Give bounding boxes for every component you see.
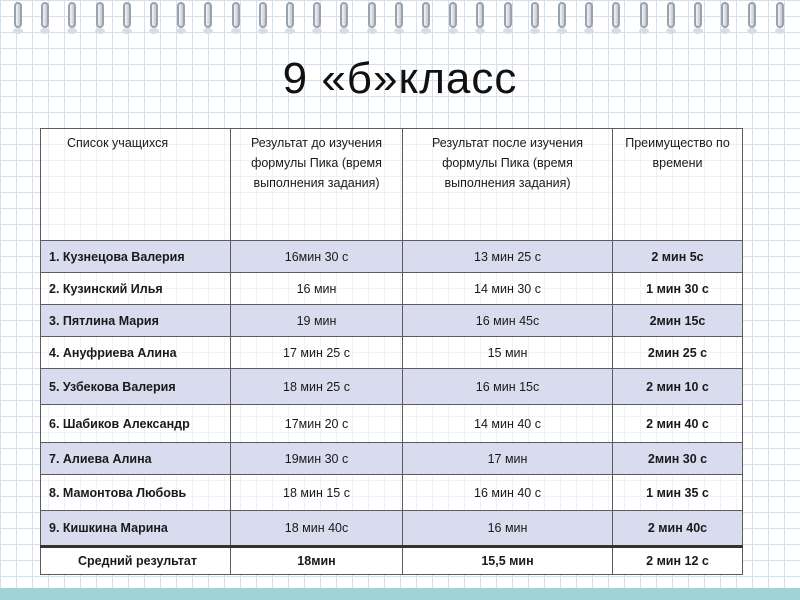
average-label: Средний результат	[41, 547, 231, 575]
time-advantage: 1 мин 35 с	[613, 475, 743, 511]
spiral-ring	[259, 2, 267, 28]
time-before: 19 мин	[231, 305, 403, 337]
spiral-ring	[340, 2, 348, 28]
spiral-ring	[721, 2, 729, 28]
spiral-ring	[640, 2, 648, 28]
spiral-ring	[204, 2, 212, 28]
time-before: 17мин 20 с	[231, 405, 403, 443]
table-row	[41, 241, 743, 273]
bottom-strip	[0, 588, 800, 600]
time-after: 16 мин 40 с	[403, 475, 613, 511]
student-name: 9. Кишкина Марина	[41, 511, 231, 547]
average-after: 15,5 мин	[403, 547, 613, 575]
table-row	[41, 305, 743, 337]
table-row	[41, 511, 743, 547]
spiral-ring	[422, 2, 430, 28]
time-advantage: 2мин 30 с	[613, 443, 743, 475]
average-row	[41, 547, 743, 575]
header-before: Результат до изучения формулы Пика (время выполнения задания)	[231, 129, 403, 241]
spiral-ring	[177, 2, 185, 28]
time-advantage: 2мин 15с	[613, 305, 743, 337]
spiral-ring	[150, 2, 158, 28]
time-before: 19мин 30 с	[231, 443, 403, 475]
spiral-ring	[476, 2, 484, 28]
header-students: Список учащихся	[41, 129, 231, 241]
spiral-ring	[232, 2, 240, 28]
table-header-row	[41, 129, 743, 241]
student-name: 4. Ануфриева Алина	[41, 337, 231, 369]
time-after: 16 мин 45с	[403, 305, 613, 337]
spiral-ring	[368, 2, 376, 28]
time-before: 18 мин 40с	[231, 511, 403, 547]
time-advantage: 1 мин 30 с	[613, 273, 743, 305]
time-advantage: 2 мин 10 с	[613, 369, 743, 405]
spiral-ring	[68, 2, 76, 28]
student-name: 2. Кузинский Илья	[41, 273, 231, 305]
student-name: 6. Шабиков Александр	[41, 405, 231, 443]
student-name: 8. Мамонтова Любовь	[41, 475, 231, 511]
time-advantage: 2мин 25 с	[613, 337, 743, 369]
spiral-ring	[776, 2, 784, 28]
time-after: 16 мин 15с	[403, 369, 613, 405]
spiral-ring	[748, 2, 756, 28]
spiral-ring	[96, 2, 104, 28]
table-row	[41, 273, 743, 305]
page-title: 9 «б»класс	[282, 54, 518, 103]
time-advantage: 2 мин 40 с	[613, 405, 743, 443]
spiral-ring	[585, 2, 593, 28]
spiral-ring	[667, 2, 675, 28]
time-after: 14 мин 30 с	[403, 273, 613, 305]
time-after: 16 мин	[403, 511, 613, 547]
time-before: 16 мин	[231, 273, 403, 305]
time-after: 13 мин 25 с	[403, 241, 613, 273]
time-advantage: 2 мин 5с	[613, 241, 743, 273]
header-after: Результат после изучения формулы Пика (время выполнения задания)	[403, 129, 613, 241]
time-advantage: 2 мин 40с	[613, 511, 743, 547]
table-row	[41, 475, 743, 511]
table-row	[41, 405, 743, 443]
table-row	[41, 369, 743, 405]
time-after: 14 мин 40 с	[403, 405, 613, 443]
time-before: 18 мин 15 с	[231, 475, 403, 511]
results-table	[40, 128, 743, 575]
student-name: 7. Алиева Алина	[41, 443, 231, 475]
spiral-ring	[449, 2, 457, 28]
spiral-ring	[558, 2, 566, 28]
time-after: 17 мин	[403, 443, 613, 475]
time-before: 18 мин 25 с	[231, 369, 403, 405]
table-row	[41, 443, 743, 475]
time-after: 15 мин	[403, 337, 613, 369]
spiral-ring	[395, 2, 403, 28]
student-name: 5. Узбекова Валерия	[41, 369, 231, 405]
time-before: 16мин 30 с	[231, 241, 403, 273]
spiral-ring	[313, 2, 321, 28]
spiral-ring	[41, 2, 49, 28]
student-name: 1. Кузнецова Валерия	[41, 241, 231, 273]
table-row	[41, 337, 743, 369]
spiral-ring	[286, 2, 294, 28]
average-before: 18мин	[231, 547, 403, 575]
student-name: 3. Пятлина Мария	[41, 305, 231, 337]
spiral-ring	[694, 2, 702, 28]
spiral-ring	[531, 2, 539, 28]
time-before: 17 мин 25 с	[231, 337, 403, 369]
spiral-ring	[504, 2, 512, 28]
average-advantage: 2 мин 12 с	[613, 547, 743, 575]
header-advantage: Преимущество по времени	[613, 129, 743, 241]
spiral-ring	[123, 2, 131, 28]
notebook-spiral	[0, 0, 800, 40]
spiral-ring	[14, 2, 22, 28]
spiral-ring	[612, 2, 620, 28]
